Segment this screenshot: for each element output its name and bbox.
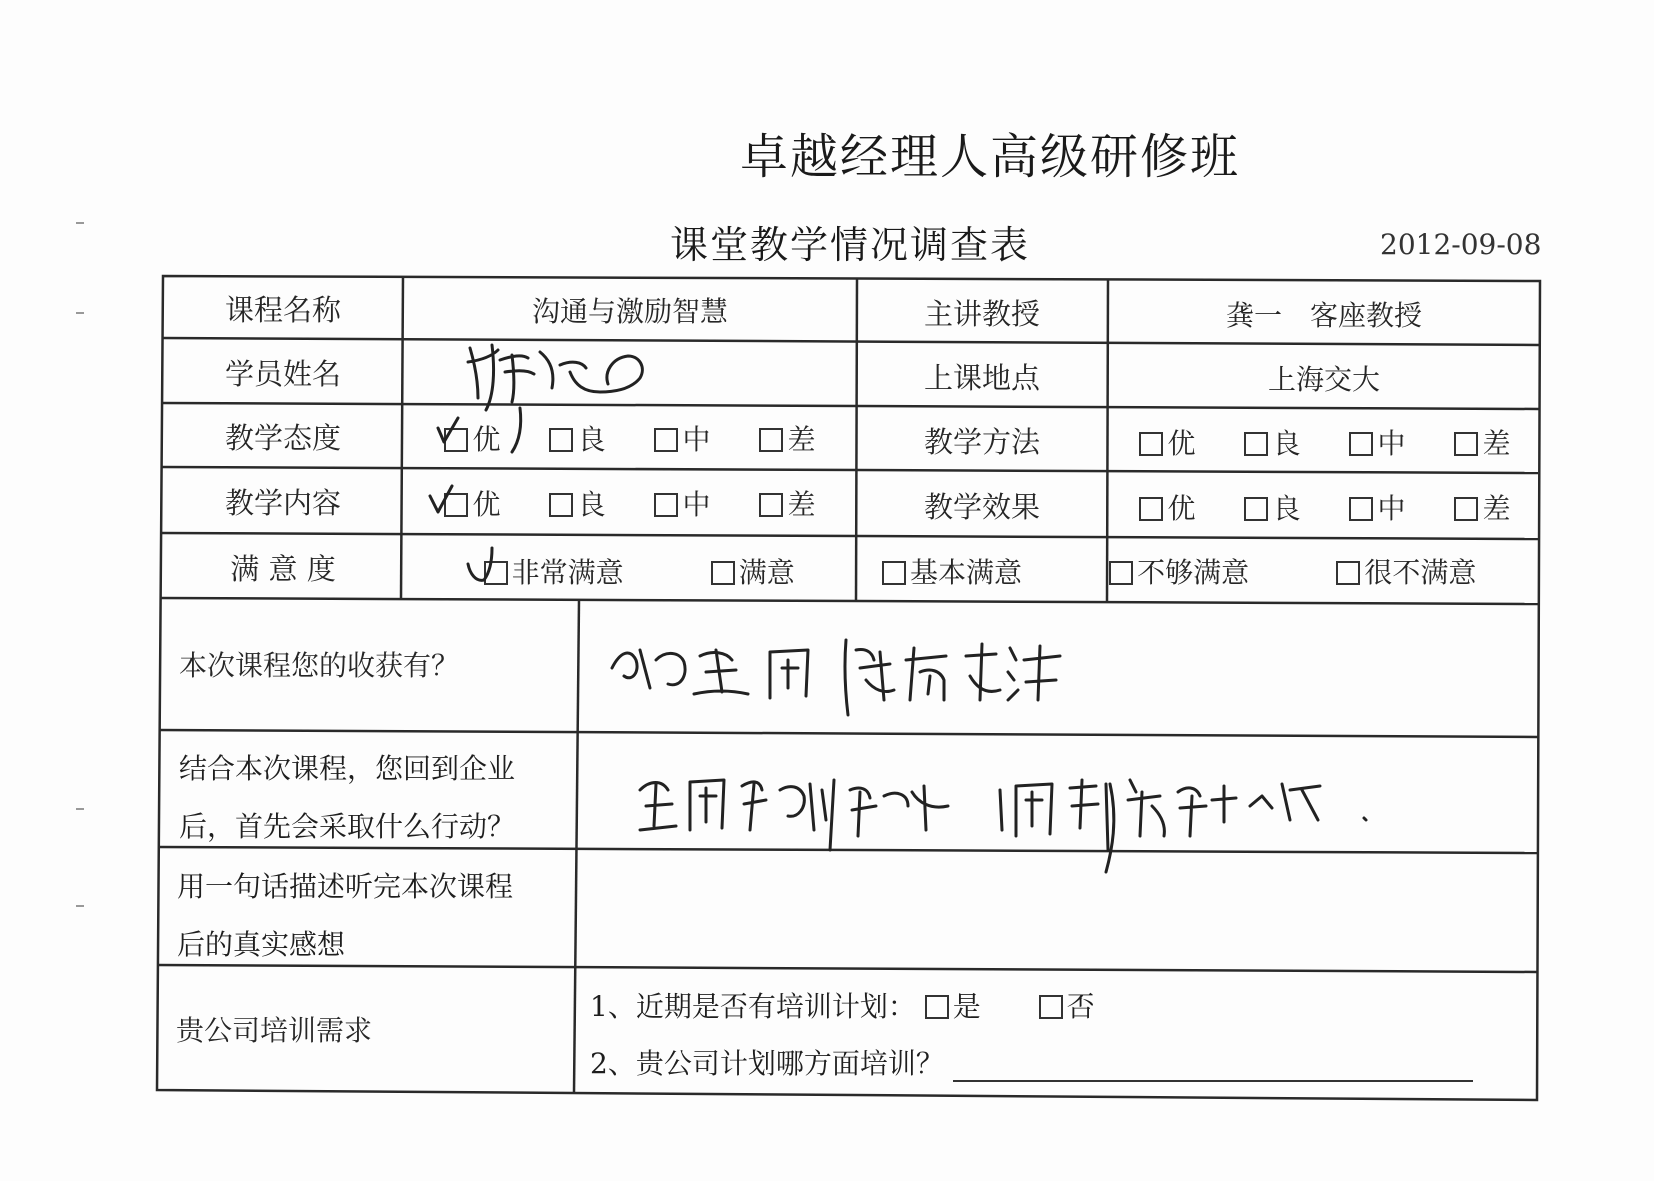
teaching-effect-label: 教学效果 [923,489,1040,524]
option-very-dissatisfied[interactable]: 很不满意 [1336,551,1476,591]
option-good[interactable]: 良 [549,418,605,458]
option-excellent[interactable]: 优 [1139,422,1195,462]
student-name-label: 学员姓名 [224,356,341,391]
student-name-signature [468,345,642,410]
option-good[interactable]: 良 [1244,487,1300,527]
teaching-attitude-tick [438,408,521,452]
training-area-question: 2、贵公司计划哪方面培训？ [590,1042,1473,1082]
option-basically-satisfied[interactable]: 基本满意 [882,551,1022,591]
form-date: 2012-09-08 [1380,228,1542,261]
option-no[interactable]: 否 [1039,990,1095,1023]
course-name-label: 课程名称 [224,292,341,327]
teaching-content-label: 教学内容 [224,485,341,520]
teaching-method-label: 教学方法 [923,424,1040,459]
option-not-satisfied[interactable]: 不够满意 [1109,551,1249,591]
option-average[interactable]: 中 [1349,487,1405,527]
question-action: 结合本次课程，您回到企业 后，首先会采取什么行动？ [179,752,516,843]
training-needs-label: 贵公司培训需求 [176,1014,373,1047]
form-title: 卓越经理人高级研修班 [739,129,1240,185]
location-value: 上海交大 [1267,363,1380,396]
option-average[interactable]: 中 [654,483,710,523]
option-excellent[interactable]: 优 [444,483,500,523]
option-excellent[interactable]: 优 [444,418,500,458]
location-label: 上课地点 [923,360,1040,395]
option-average[interactable]: 中 [1349,422,1405,462]
teaching-attitude-label: 教学态度 [224,420,341,455]
form-subtitle: 课堂教学情况调查表 [669,223,1030,267]
lecturer-value: 龚一 客座教授 [1225,299,1422,332]
option-excellent[interactable]: 优 [1139,487,1195,527]
lecturer-label: 主讲教授 [923,296,1040,331]
option-very-satisfied[interactable]: 非常满意 [484,551,624,591]
option-poor[interactable]: 差 [1454,487,1510,527]
option-poor[interactable]: 差 [1454,422,1510,462]
option-yes[interactable]: 是 [925,990,981,1023]
option-good[interactable]: 良 [549,483,605,523]
option-good[interactable]: 良 [1244,422,1300,462]
question-feeling: 用一句话描述听完本次课程 后的真实感想 [177,870,514,961]
gains-answer-handwriting [612,640,1060,715]
option-poor[interactable]: 差 [759,483,815,523]
option-satisfied[interactable]: 满意 [711,551,795,591]
satisfaction-label: 满 意 度 [230,551,336,586]
option-poor[interactable]: 差 [759,418,815,458]
option-average[interactable]: 中 [654,418,710,458]
training-plan-question: 1、近期是否有培训计划： 是 否 [590,990,1095,1023]
course-name-value: 沟通与激励智慧 [531,295,728,328]
question-gains: 本次课程您的收获有？ [179,649,460,682]
teaching-content-tick [430,486,452,512]
action-answer-handwriting [640,780,1366,872]
satisfaction-tick [468,548,492,580]
